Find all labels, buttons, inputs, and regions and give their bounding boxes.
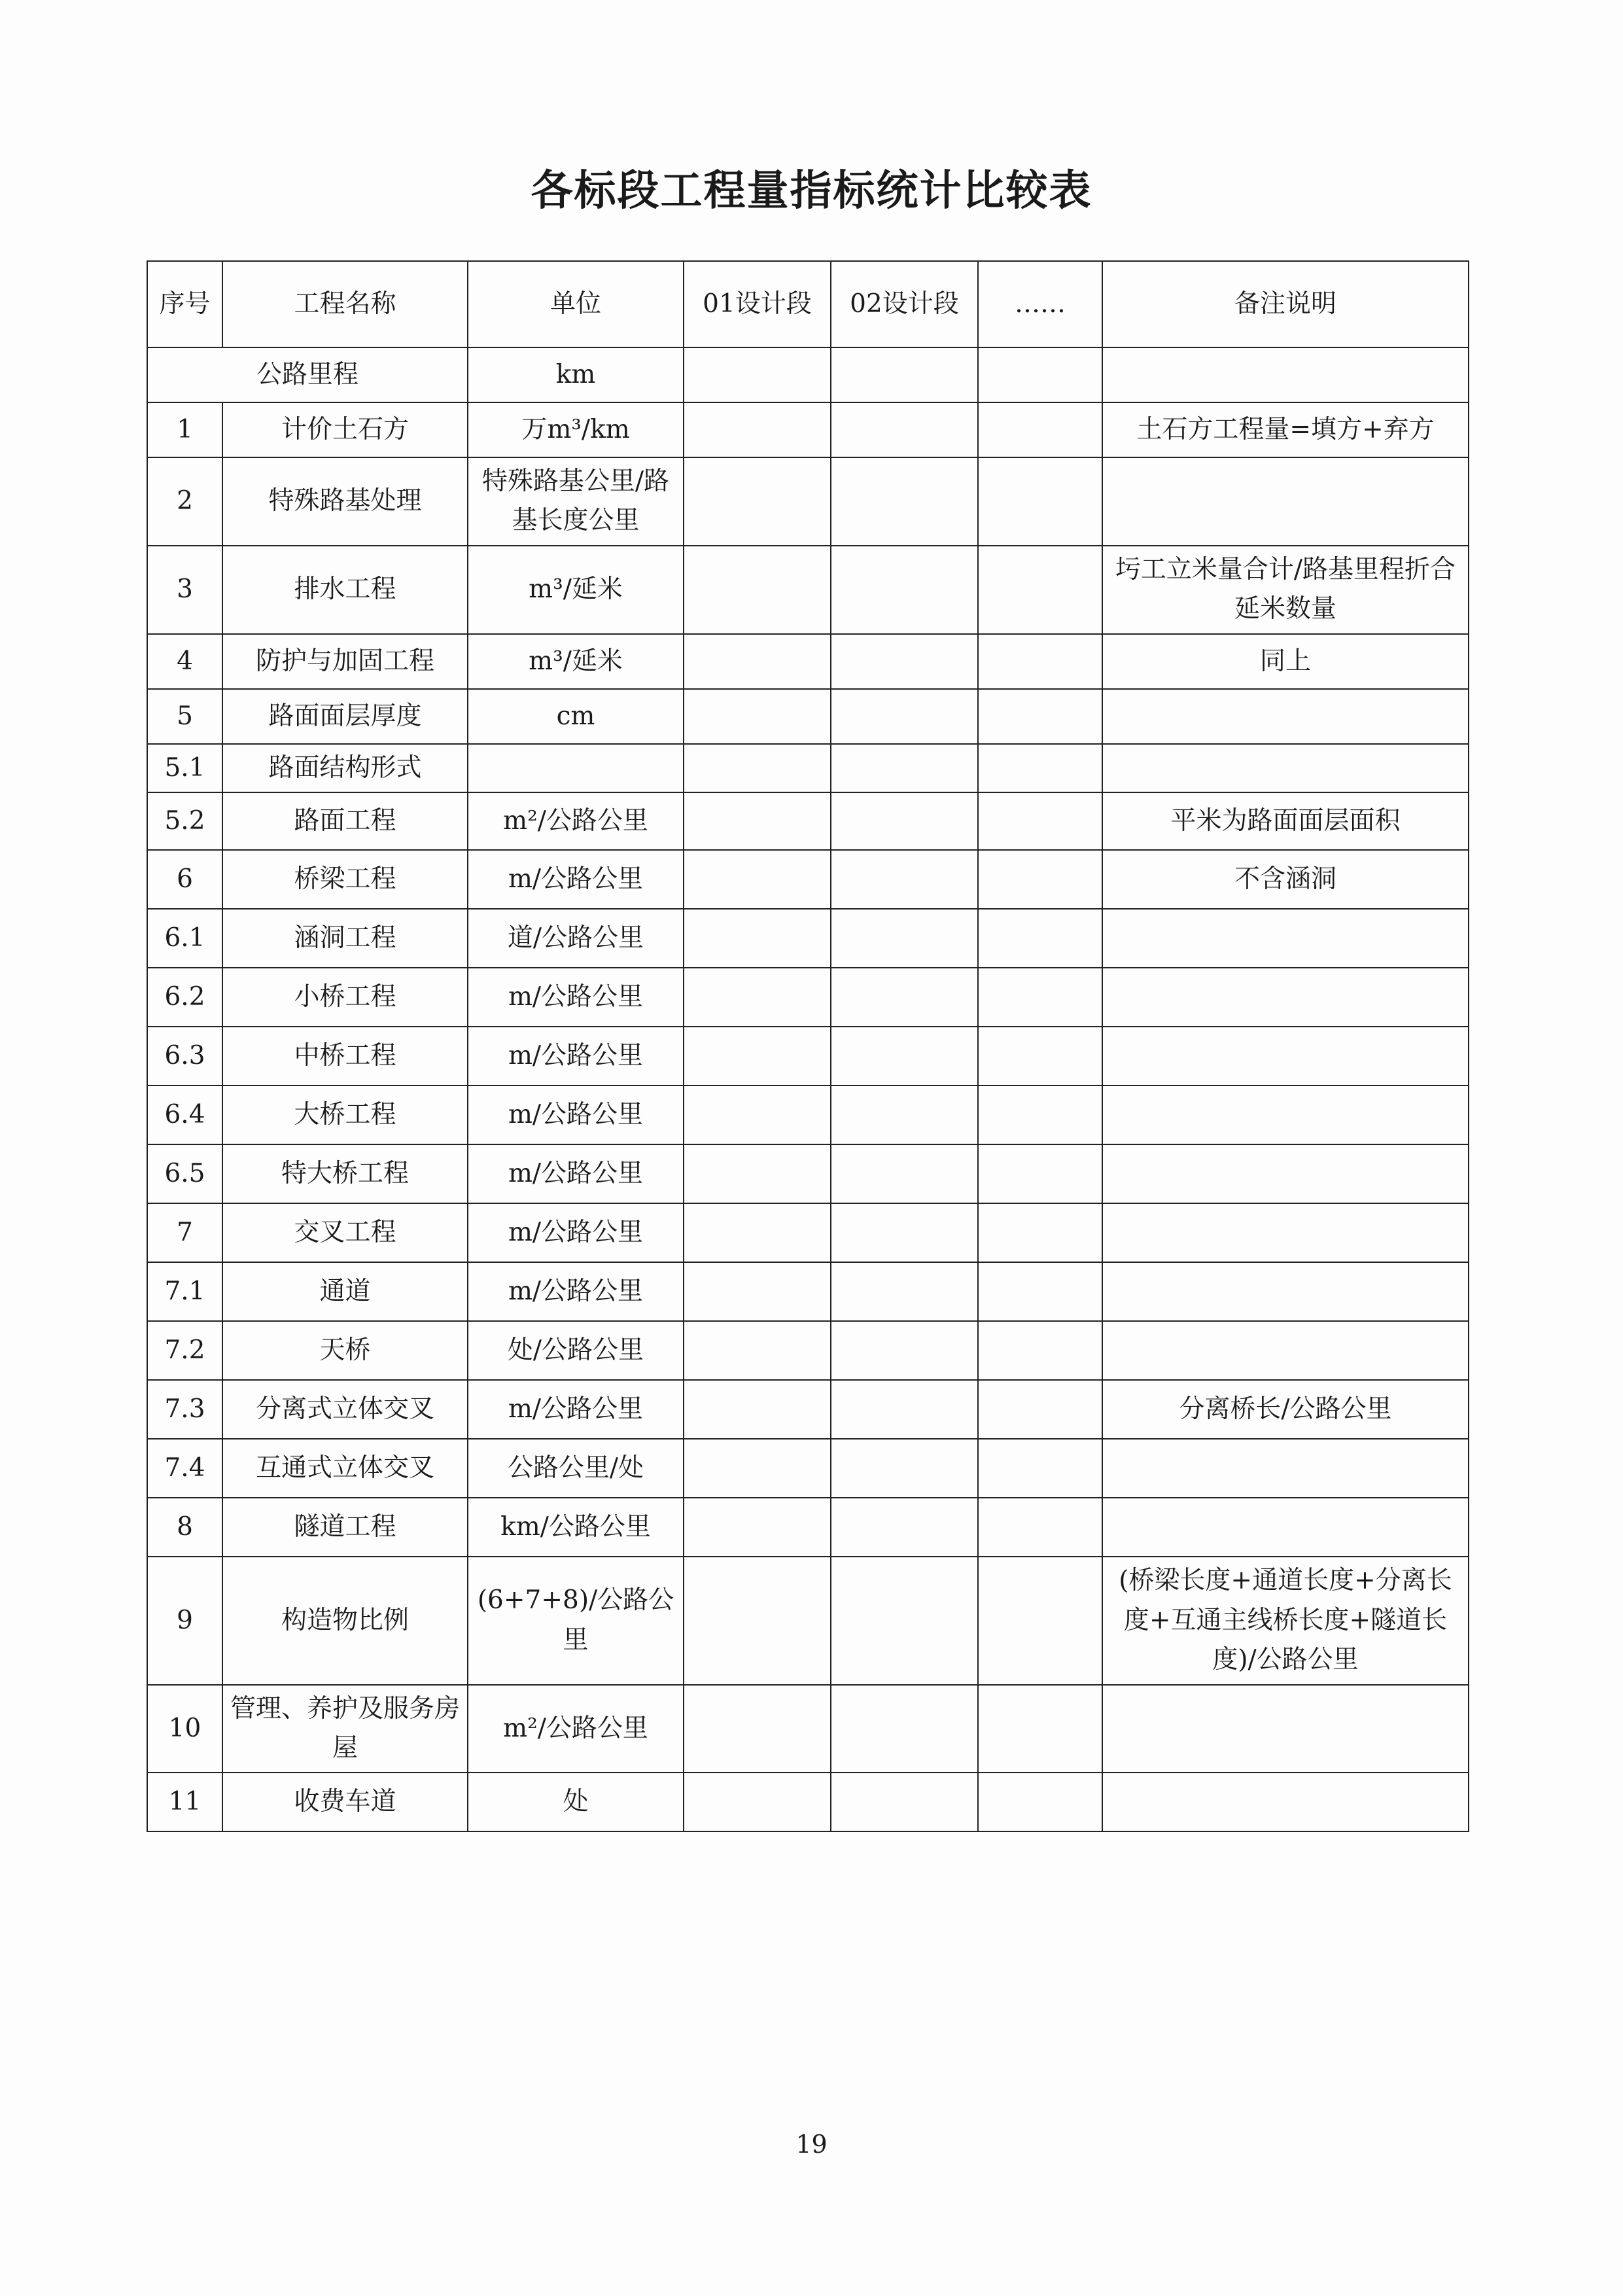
row-seq: 7: [147, 1203, 222, 1262]
row-section-02: [831, 634, 978, 689]
row-seq: 5: [147, 689, 222, 744]
row-section-01: [684, 1773, 831, 1831]
row-name: 路面工程: [222, 792, 468, 850]
row-seq: 6.4: [147, 1086, 222, 1144]
table-row: [147, 546, 1469, 634]
row-ellipsis: [978, 1685, 1102, 1773]
row-unit: 公路公里/处: [468, 1439, 684, 1498]
mileage-row: [147, 347, 1469, 402]
indicator-table: [147, 260, 1469, 1832]
table-row: [147, 792, 1469, 850]
row-remark: [1102, 457, 1469, 546]
row-ellipsis: [978, 1262, 1102, 1321]
row-seq: 6.1: [147, 909, 222, 968]
row-ellipsis: [978, 792, 1102, 850]
row-section-02: [831, 1773, 978, 1831]
row-section-01: [684, 1321, 831, 1380]
row-remark: [1102, 689, 1469, 744]
row-remark: [1102, 968, 1469, 1027]
row-section-01: [684, 850, 831, 909]
row-name: 收费车道: [222, 1773, 468, 1831]
row-remark: [1102, 1685, 1469, 1773]
row-name: 通道: [222, 1262, 468, 1321]
table-row: [147, 1439, 1469, 1498]
row-ellipsis: [978, 689, 1102, 744]
row-unit: 特殊路基公里/路基长度公里: [468, 457, 684, 546]
row-remark: [1102, 1439, 1469, 1498]
row-unit: m/公路公里: [468, 1380, 684, 1439]
table-row: [147, 1321, 1469, 1380]
row-remark: [1102, 1086, 1469, 1144]
row-unit: m³/延米: [468, 634, 684, 689]
row-ellipsis: [978, 1086, 1102, 1144]
row-name: 防护与加固工程: [222, 634, 468, 689]
row-section-01: [684, 1498, 831, 1557]
row-seq: 3: [147, 546, 222, 634]
row-name: 大桥工程: [222, 1086, 468, 1144]
page-title: 各标段工程量指标统计比较表: [531, 166, 1092, 215]
row-seq: 9: [147, 1557, 222, 1684]
row-section-02: [831, 1321, 978, 1380]
row-section-01: [684, 457, 831, 546]
header-section-02: 02设计段: [831, 261, 978, 347]
row-name: 路面结构形式: [222, 744, 468, 792]
row-unit: 道/公路公里: [468, 909, 684, 968]
row-unit: 处: [468, 1773, 684, 1831]
row-section-01: [684, 1380, 831, 1439]
table-row: [147, 1685, 1469, 1773]
row-section-01: [684, 634, 831, 689]
table-row: [147, 1086, 1469, 1144]
header-seq: 序号: [147, 261, 222, 347]
header-remark: 备注说明: [1102, 261, 1469, 347]
row-name: 路面面层厚度: [222, 689, 468, 744]
table-row: [147, 1557, 1469, 1684]
row-seq: 2: [147, 457, 222, 546]
row-remark: [1102, 1027, 1469, 1086]
row-section-01: [684, 909, 831, 968]
row-section-01: [684, 402, 831, 457]
row-unit: (6+7+8)/公路公里: [468, 1557, 684, 1684]
row-name: 桥梁工程: [222, 850, 468, 909]
row-remark: [1102, 1203, 1469, 1262]
row-ellipsis: [978, 1203, 1102, 1262]
row-section-01: [684, 744, 831, 792]
row-remark: [1102, 1262, 1469, 1321]
row-unit: m/公路公里: [468, 1203, 684, 1262]
row-remark: 平米为路面面层面积: [1102, 792, 1469, 850]
header-section-01: 01设计段: [684, 261, 831, 347]
row-remark: (桥梁长度+通道长度+分离长度+互通主线桥长度+隧道长度)/公路公里: [1102, 1557, 1469, 1684]
row-remark: 不含涵洞: [1102, 850, 1469, 909]
row-remark: 圬工立米量合计/路基里程折合延米数量: [1102, 546, 1469, 634]
table-row: [147, 689, 1469, 744]
table-row: [147, 402, 1469, 457]
row-section-01: [684, 546, 831, 634]
row-section-01: [684, 1262, 831, 1321]
row-section-02: [831, 457, 978, 546]
row-name: 小桥工程: [222, 968, 468, 1027]
table-row: [147, 1380, 1469, 1439]
row-ellipsis: [978, 850, 1102, 909]
row-section-02: [831, 1557, 978, 1684]
row-remark: [1102, 744, 1469, 792]
row-seq: 7.3: [147, 1380, 222, 1439]
row-unit: m/公路公里: [468, 850, 684, 909]
row-section-02: [831, 546, 978, 634]
table-row: [147, 1203, 1469, 1262]
row-section-02: [831, 1439, 978, 1498]
row-name: 涵洞工程: [222, 909, 468, 968]
row-section-01: [684, 792, 831, 850]
row-name: 交叉工程: [222, 1203, 468, 1262]
header-name: 工程名称: [222, 261, 468, 347]
row-remark: [1102, 1498, 1469, 1557]
row-section-02: [831, 1203, 978, 1262]
row-ellipsis: [978, 968, 1102, 1027]
row-ellipsis: [978, 634, 1102, 689]
row-section-02: [831, 1027, 978, 1086]
row-ellipsis: [978, 1439, 1102, 1498]
row-name: 中桥工程: [222, 1027, 468, 1086]
row-section-01: [684, 1027, 831, 1086]
row-section-02: [831, 792, 978, 850]
row-ellipsis: [978, 1557, 1102, 1684]
row-remark: [1102, 1773, 1469, 1831]
row-unit: m²/公路公里: [468, 792, 684, 850]
row-name: 管理、养护及服务房屋: [222, 1685, 468, 1773]
table-row: [147, 1144, 1469, 1203]
row-section-01: [684, 1203, 831, 1262]
row-name: 构造物比例: [222, 1557, 468, 1684]
row-section-02: [831, 1144, 978, 1203]
row-remark: 同上: [1102, 634, 1469, 689]
row-section-02: [831, 689, 978, 744]
row-seq: 1: [147, 402, 222, 457]
row-ellipsis: [978, 1027, 1102, 1086]
row-section-01: [684, 1439, 831, 1498]
row-section-02: [831, 744, 978, 792]
row-name: 互通式立体交叉: [222, 1439, 468, 1498]
row-unit: m/公路公里: [468, 1027, 684, 1086]
row-name: 排水工程: [222, 546, 468, 634]
row-seq: 10: [147, 1685, 222, 1773]
row-section-02: [831, 1262, 978, 1321]
row-unit: m³/延米: [468, 546, 684, 634]
row-seq: 5.1: [147, 744, 222, 792]
row-section-02: [831, 850, 978, 909]
row-seq: 6: [147, 850, 222, 909]
table-row: [147, 744, 1469, 792]
row-remark: [1102, 1144, 1469, 1203]
row-ellipsis: [978, 1380, 1102, 1439]
table-row: [147, 1773, 1469, 1831]
row-name: 分离式立体交叉: [222, 1380, 468, 1439]
table-row: [147, 1498, 1469, 1557]
row-unit: m/公路公里: [468, 1144, 684, 1203]
row-ellipsis: [978, 546, 1102, 634]
header-ellipsis: ……: [978, 261, 1102, 347]
row-seq: 6.2: [147, 968, 222, 1027]
row-unit: 处/公路公里: [468, 1321, 684, 1380]
row-name: 特殊路基处理: [222, 457, 468, 546]
row-remark: [1102, 1321, 1469, 1380]
row-name: 隧道工程: [222, 1498, 468, 1557]
table-row: [147, 1027, 1469, 1086]
row-section-02: [831, 1498, 978, 1557]
row-unit: km/公路公里: [468, 1498, 684, 1557]
row-seq: 7.2: [147, 1321, 222, 1380]
row-unit: m²/公路公里: [468, 1685, 684, 1773]
row-unit: m/公路公里: [468, 968, 684, 1027]
table-row: [147, 457, 1469, 546]
header-unit: 单位: [468, 261, 684, 347]
table-row: [147, 850, 1469, 909]
row-section-01: [684, 1557, 831, 1684]
row-ellipsis: [978, 457, 1102, 546]
row-seq: 5.2: [147, 792, 222, 850]
table-row: [147, 634, 1469, 689]
page-number: 19: [795, 2130, 828, 2159]
row-seq: 6.5: [147, 1144, 222, 1203]
row-section-02: [831, 909, 978, 968]
row-remark: [1102, 909, 1469, 968]
table-row: [147, 1262, 1469, 1321]
table-row: [147, 909, 1469, 968]
row-ellipsis: [978, 1498, 1102, 1557]
row-section-01: [684, 1144, 831, 1203]
row-ellipsis: [978, 1144, 1102, 1203]
table-row: [147, 968, 1469, 1027]
row-seq: 4: [147, 634, 222, 689]
row-name: 天桥: [222, 1321, 468, 1380]
header-row: [147, 261, 1469, 347]
row-remark: 分离桥长/公路公里: [1102, 1380, 1469, 1439]
row-remark: 土石方工程量=填方+弃方: [1102, 402, 1469, 457]
row-unit: cm: [468, 689, 684, 744]
row-unit: [468, 744, 684, 792]
row-name: 特大桥工程: [222, 1144, 468, 1203]
row-ellipsis: [978, 402, 1102, 457]
row-unit: m/公路公里: [468, 1086, 684, 1144]
row-section-02: [831, 402, 978, 457]
row-section-01: [684, 1685, 831, 1773]
row-section-01: [684, 968, 831, 1027]
row-ellipsis: [978, 1773, 1102, 1831]
mileage-label: 公路里程: [147, 347, 468, 402]
row-section-01: [684, 1086, 831, 1144]
row-section-02: [831, 1086, 978, 1144]
row-seq: 11: [147, 1773, 222, 1831]
row-seq: 6.3: [147, 1027, 222, 1086]
row-section-01: [684, 689, 831, 744]
row-section-02: [831, 968, 978, 1027]
row-name: 计价土石方: [222, 402, 468, 457]
row-seq: 7.4: [147, 1439, 222, 1498]
mileage-unit: km: [468, 347, 684, 402]
row-seq: 8: [147, 1498, 222, 1557]
row-unit: m/公路公里: [468, 1262, 684, 1321]
row-ellipsis: [978, 909, 1102, 968]
row-ellipsis: [978, 1321, 1102, 1380]
row-unit: 万m³/km: [468, 402, 684, 457]
row-seq: 7.1: [147, 1262, 222, 1321]
row-section-02: [831, 1685, 978, 1773]
row-ellipsis: [978, 744, 1102, 792]
row-section-02: [831, 1380, 978, 1439]
